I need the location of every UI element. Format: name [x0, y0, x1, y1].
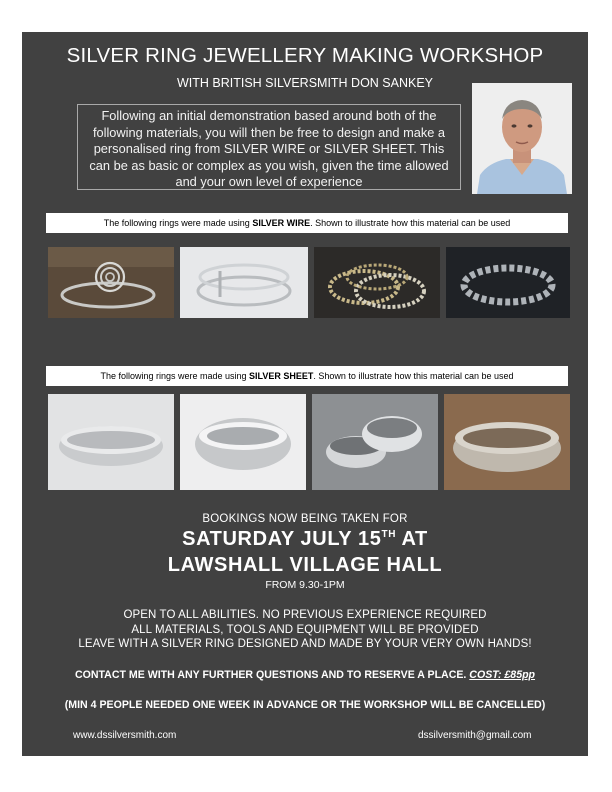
website-link[interactable]: www.dssilversmith.com [73, 730, 177, 741]
event-date-main: SATURDAY JULY 15 [182, 528, 382, 550]
contact-line [22, 669, 588, 681]
intro-text-box [77, 104, 461, 190]
page-subtitle: WITH BRITISH SILVERSMITH DON SANKEY [176, 76, 434, 90]
flyer-panel [22, 32, 588, 756]
info-line-materials: ALL MATERIALS, TOOLS AND EQUIPMENT WILL BE PROVIDED [131, 623, 479, 636]
open-wire-ring-image [180, 247, 308, 318]
sheet-banner-prefix: The following rings were made using [100, 371, 250, 381]
sheet-banner-material: SILVER SHEET [249, 371, 314, 381]
sheet-banner-suffix: . Shown to illustrate how this material can be used [313, 371, 514, 381]
wire-banner-material: SILVER WIRE [252, 218, 311, 228]
spiral-wire-ring-image [48, 247, 174, 318]
intro-text: Following an initial demonstration based around both of the following materials, you will then be free to design and make a personalised ring from SILVER WIRE or SILVER SHEET. This can be as basic or complex as you wish, given the time allowed and your own level of experience [89, 108, 449, 189]
event-time: FROM 9.30-1PM [265, 579, 345, 591]
bookings-heading: BOOKINGS NOW BEING TAKEN FOR [202, 513, 408, 525]
info-block [22, 608, 588, 652]
info-line-abilities: OPEN TO ALL ABILITIES. NO PREVIOUS EXPERIENCE REQUIRED [123, 609, 487, 621]
pair-band-rings-image [312, 394, 438, 490]
wire-banner-suffix: . Shown to illustrate how this material can be used [310, 218, 511, 228]
wire-section-banner [46, 213, 568, 233]
wavy-band-ring-image [180, 394, 306, 490]
event-date-suffix: TH [381, 529, 397, 540]
info-line-leave: LEAVE WITH A SILVER RING DESIGNED AND MADE BY YOUR VERY OWN HANDS! [78, 638, 532, 651]
rope-wire-ring-image [446, 247, 570, 318]
textured-wrap-ring-image [444, 394, 570, 490]
email-link[interactable]: dssilversmith@gmail.com [418, 730, 532, 741]
page-title: SILVER RING JEWELLERY MAKING WORKSHOP [66, 44, 544, 67]
contact-text: CONTACT ME WITH ANY FURTHER QUESTIONS AND TO RESERVE A PLACE. [74, 669, 470, 681]
twisted-stack-rings-image [314, 247, 440, 318]
minimum-notice: (MIN 4 PEOPLE NEEDED ONE WEEK IN ADVANCE OR THE WORKSHOP WILL BE CANCELLED) [64, 699, 546, 711]
sheet-section-banner [46, 366, 568, 386]
hammered-band-ring-image [48, 394, 174, 490]
portrait-photo [472, 83, 572, 194]
event-venue: LAWSHALL VILLAGE HALL [167, 554, 443, 576]
cost-label: COST: £85pp [469, 669, 536, 681]
portrait-image [472, 83, 572, 194]
wire-banner-prefix: The following rings were made using [103, 218, 253, 228]
event-date-tail: AT [396, 528, 428, 550]
event-date [22, 528, 588, 551]
